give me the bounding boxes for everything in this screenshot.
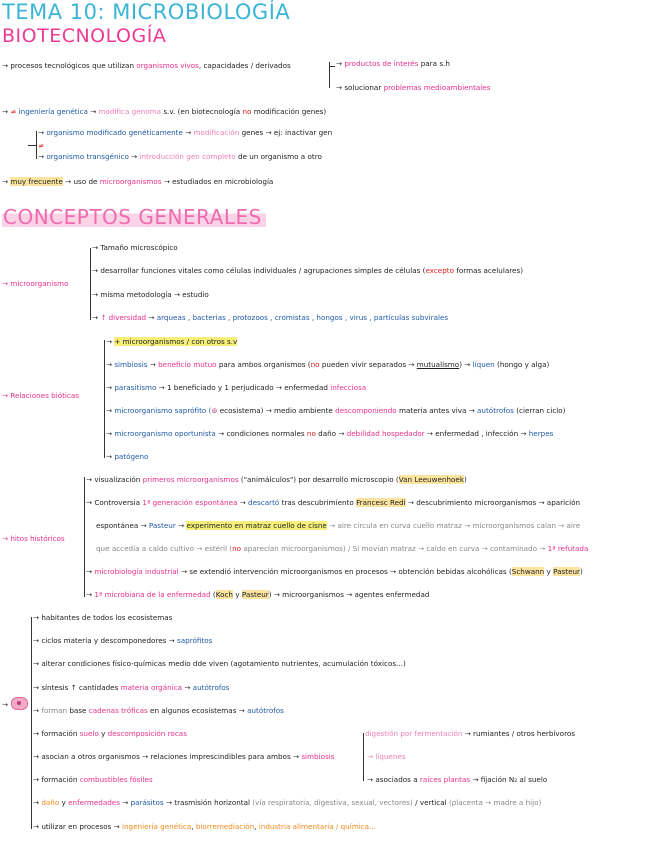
micro-item-size: → Tamaño microscópico (92, 243, 178, 252)
eco-item-sintesis: → síntesis ↑ cantidades materia orgánica → autótrofos (33, 683, 230, 692)
section-title-conceptos: CONCEPTOS GENERALES (2, 205, 266, 229)
biotec-products: → productos de interés para s.h (336, 59, 450, 68)
eco-item-asocian: → asocian a otros organismos → relaciones imprescindibles para ambos → simbiosis (33, 752, 335, 761)
eco-arrow: → (2, 700, 9, 709)
eco-item-ciclos: → ciclos materia y descomponedores → saprófitos (33, 636, 213, 645)
eco-raices: → asociados a raíces plantas → fijación N₂ al suelo (367, 775, 548, 784)
microorganismo-label: → microorganismo (2, 279, 69, 288)
rel-item-parasitismo: → parasitismo → 1 beneficiado y 1 perjudicado → enfermedad infecciosa (106, 383, 367, 392)
ingenieria-genetica-line: → ≠ ingeniería genética → modifica genoma s.v. (en biotecnología no modificación genes) (2, 107, 327, 116)
eco-digestion: digestión por fermentación → rumiantes / otros herbívoros (365, 729, 576, 738)
hito-caldo: que accedía a caldo cultivo → estéril (no aparecían microorganismos) / Si movían matraz → caldo en curva → contaminado → 1ª refutada (96, 544, 589, 553)
section-title-biotecnologia: BIOTECNOLOGÍA (2, 25, 167, 47)
micro-item-diversity: → ↑ diversidad → arqueas , bacterias , protozoos , cromistas , hongos , virus , partículas subvirales (92, 313, 449, 322)
rel-item-microorganisms: → + microorganismos / con otros s.v (106, 337, 238, 346)
rel-item-patogeno: → patógeno (106, 452, 149, 461)
hito-visualizacion: → visualización primeros microorganismos ("animálculos") por desarrollo microscopio (Van Leeuwenhoek) (86, 475, 467, 484)
rel-item-oportunista: → microorganismo oportunista → condiciones normales no daño → debilidad hospedador → enfermedad , infección → herpes (106, 429, 554, 438)
transgenico-line: → organismo transgénico → introducción gen completo de un organismo a otro (38, 152, 322, 161)
eco-item-suelo: → formación suelo y descomposición rocas (33, 729, 187, 738)
eco-item-habitantes: → habitantes de todos los ecosistemas (33, 613, 173, 622)
rel-item-simbiosis: → simbiosis → beneficio mutuo para ambos organismos (no pueden vivir separados → mutualismo) → líquen (hongo y alga) (106, 360, 550, 369)
hitos-label: → hitos históricos (2, 534, 65, 543)
eco-item-utilizar: → utilizar en procesos → ingeniería genética, biorremediación, industria alimentaria / química... (33, 822, 376, 831)
hito-pasteur: espontánea → Pasteur → experimento en matraz cuello de cisne → aire circula en curva cuello matraz → microorganismos caían → aire (96, 521, 581, 530)
eco-item-dano: → daño y enfermedades → parásitos → trasmisión horizontal (vía respiratoria, digestiva, sexual, vectores) / vertical (placenta → madre a hijo) (33, 798, 542, 807)
relaciones-label: → Relaciones bióticas (2, 391, 80, 400)
hito-industrial: → microbiología industrial → se extendió intervención microorganismos en procesos → obtención bebidas alcohólicas (Schwann y Pasteur) (86, 567, 583, 576)
micro-item-functions: → desarrollar funciones vitales como células individuales / agrupaciones simples de células (excepto formas acelulares) (92, 266, 524, 275)
frecuente-line: → muy frecuente → uso de microorganismos → estudiados en microbiología (2, 177, 274, 186)
biotec-definition: → procesos tecnológicos que utilizan organismos vivos, capacidades / derivados (2, 61, 291, 70)
omg-line: → organismo modificado genéticamente → modificación genes → ej: inactivar gen (38, 128, 333, 137)
ecosystem-icon: ⊛ (211, 406, 218, 415)
eco-item-base: → forman base cadenas tróficas en algunos ecosistemas → autótrofos (33, 706, 284, 715)
page-title: TEMA 10: MICROBIOLOGÍA (2, 0, 291, 24)
microorganism-cell-icon (11, 697, 28, 710)
hito-controversia: → Controversia 1ª generación espontánea → descartó tras descubrimiento Francesc Redi → descubrimiento microorganismos → aparición (86, 498, 581, 507)
eco-liquenes: → líquenes (367, 752, 406, 761)
rel-item-saprofito: → microorganismo saprófito (⊛ ecosistema) → medio ambiente descomponiendo materia antes viva → autótrofos (cierran ciclo) (106, 406, 566, 415)
hito-enfermedad: → 1ª microbiana de la enfermedad (Koch y Pasteur) → microorganismos → agentes enfermedad (86, 590, 430, 599)
micro-item-method: → misma metodología → estudio (92, 290, 209, 299)
eco-item-alterar: → alterar condiciones físico-químicas medio dde viven (agotamiento nutrientes, acumulación tóxicos...) (33, 659, 406, 668)
eco-item-combustibles: → formación combustibles fósiles (33, 775, 153, 784)
biotec-problems: → solucionar problemas medioambientales (336, 83, 491, 92)
not-equal-symbol: ≠ (38, 141, 45, 150)
